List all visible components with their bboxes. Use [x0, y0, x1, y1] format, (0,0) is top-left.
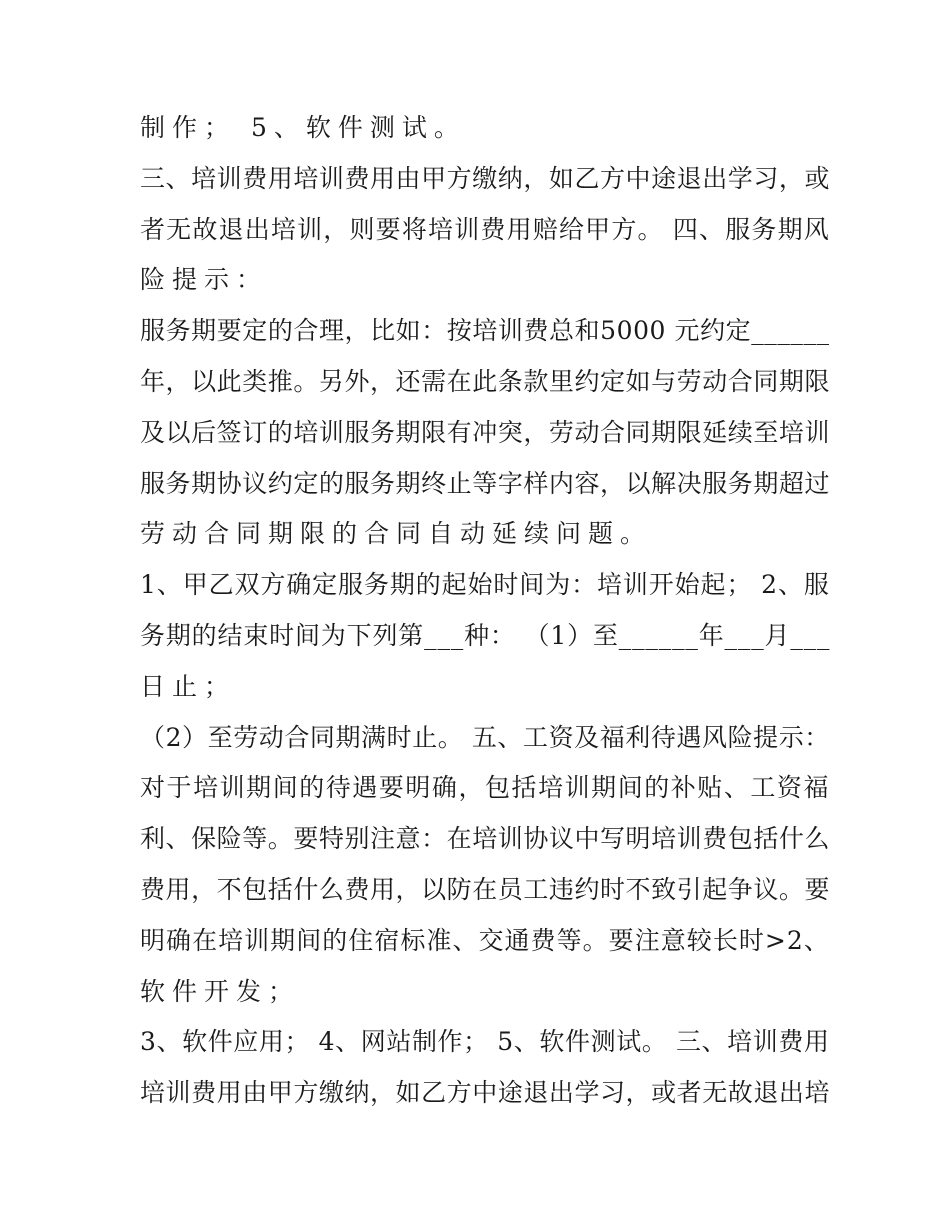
- text-line: 服务期要定的合理，比如：按培训费总和5000 元约定______: [140, 316, 830, 346]
- text-line: 软件开发；: [140, 976, 301, 1006]
- text-line: 务期的结束时间为下列第___种： （1）至______年___月___: [140, 620, 831, 650]
- text-line: 年，以此类推。另外，还需在此条款里约定如与劳动合同期限: [140, 366, 831, 396]
- text-line: 对于培训期间的待遇要明确，包括培训期间的补贴、工资福: [140, 773, 831, 803]
- text-line: 1、甲乙双方确定服务期的起始时间为：培训开始起； 2、服: [140, 570, 830, 600]
- text-line: 费用，不包括什么费用，以防在员工违约时不致引起争议。要: [140, 874, 831, 904]
- text-line: 三、培训费用培训费用由甲方缴纳，如乙方中途退出学习，或: [140, 163, 831, 193]
- text-line: 培训费用由甲方缴纳，如乙方中途退出学习，或者无故退出培: [140, 1078, 831, 1108]
- document-page: [140, 103, 830, 1119]
- text-line: 者无故退出培训，则要将培训费用赔给甲方。 四、服务期风: [140, 214, 830, 244]
- text-line: 日止；: [140, 671, 237, 701]
- text-line: 服务期协议约定的服务期终止等字样内容，以解决服务期超过: [140, 468, 831, 498]
- text-line: 及以后签订的培训服务期限有冲突，劳动合同期限延续至培训: [140, 417, 831, 447]
- text-line: 险提示：: [140, 265, 269, 295]
- text-line: 3、软件应用； 4、网站制作； 5、软件测试。 三、培训费用: [140, 1027, 830, 1057]
- text-line: 利、保险等。要特别注意：在培训协议中写明培训费包括什么: [140, 824, 831, 854]
- text-line: （2）至劳动合同期满时止。 五、工资及福利待遇风险提示：: [140, 722, 830, 752]
- text-line: 制作； 5、软件测试。: [140, 113, 466, 142]
- text-line: 明确在培训期间的住宿标准、交通费等。要注意较长时>2、: [140, 925, 830, 955]
- text-line: 劳动合同期限的合同自动延续问题。: [140, 519, 653, 549]
